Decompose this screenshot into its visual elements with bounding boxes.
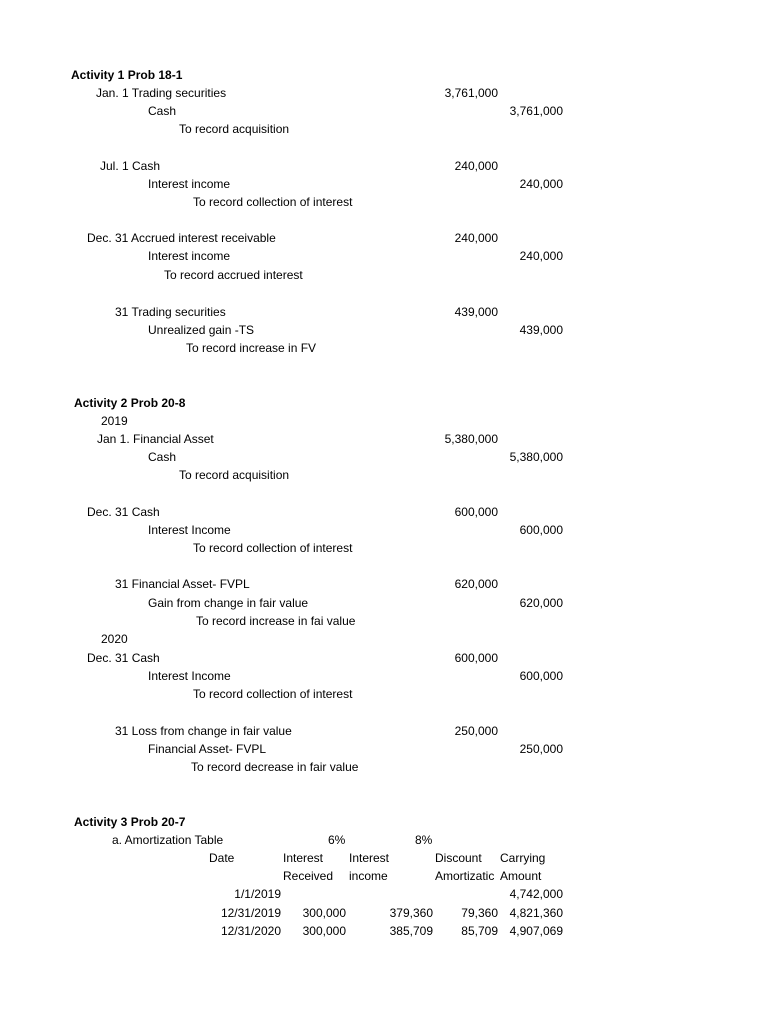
year-label: 2019	[101, 414, 128, 428]
entry-debit-amount: 3,761,000	[444, 86, 498, 100]
entry-credit-account: Interest income	[148, 177, 231, 191]
entry-memo: To record collection of interest	[193, 541, 353, 555]
entry-credit-account: Unrealized gain -TS	[148, 323, 255, 337]
entry-credit-account: Financial Asset- FVPL	[148, 742, 267, 756]
entry-debit-account: Jan. 1 Trading securities	[96, 86, 227, 100]
entry-debit-account: Dec. 31 Cash	[87, 505, 160, 519]
entry-credit-amount: 240,000	[519, 249, 563, 263]
entry-debit-account: Dec. 31 Cash	[87, 651, 160, 665]
entry-memo: To record acquisition	[179, 122, 290, 136]
row-date: 1/1/2019	[234, 887, 281, 901]
entry-debit-amount: 5,380,000	[444, 432, 498, 446]
entry-memo: To record decrease in fair value	[191, 760, 359, 774]
entry-debit-account: Jan 1. Financial Asset	[97, 432, 214, 446]
entry-debit-amount: 600,000	[454, 651, 498, 665]
entry-credit-account: Cash	[148, 104, 177, 118]
entry-credit-account: Interest Income	[148, 523, 231, 537]
row-date: 12/31/2019	[220, 906, 281, 920]
column-header-date: Date	[209, 851, 235, 865]
row-carrying-amount: 4,742,000	[509, 887, 563, 901]
entry-debit-account: 31 Trading securities	[115, 305, 226, 319]
entry-debit-account: Jul. 1 Cash	[100, 159, 161, 173]
entry-credit-amount: 620,000	[519, 596, 563, 610]
activity3-heading: Activity 3 Prob 20-7	[74, 815, 186, 829]
entry-debit-account: 31 Loss from change in fair value	[115, 724, 292, 738]
year-label: 2020	[101, 632, 128, 646]
column-header-interest-received-line2: Received	[283, 869, 334, 883]
entry-debit-account: 31 Financial Asset- FVPL	[115, 577, 250, 591]
column-header-interest-received: Interest	[283, 851, 324, 865]
entry-debit-amount: 600,000	[454, 505, 498, 519]
entry-credit-account: Gain from change in fair value	[148, 596, 309, 610]
row-carrying-amount: 4,821,360	[509, 906, 563, 920]
entry-debit-amount: 250,000	[454, 724, 498, 738]
entry-memo: To record increase in fai value	[196, 614, 356, 628]
entry-memo: To record accrued interest	[164, 268, 303, 282]
column-header-discount: Discount	[435, 851, 482, 865]
entry-credit-account: Interest income	[148, 249, 231, 263]
row-carrying-amount: 4,907,069	[509, 924, 563, 938]
entry-credit-amount: 600,000	[519, 523, 563, 537]
column-header-carrying: Carrying	[500, 851, 546, 865]
amortization-table-title: a. Amortization Table	[112, 833, 224, 847]
entry-credit-amount: 5,380,000	[509, 450, 563, 464]
column-header-carrying-line2: Amount	[500, 869, 542, 883]
entry-credit-amount: 600,000	[519, 669, 563, 683]
entry-debit-account: Dec. 31 Accrued interest receivable	[87, 231, 276, 245]
activity1-heading: Activity 1 Prob 18-1	[71, 68, 183, 82]
row-interest-income: 379,360	[389, 906, 433, 920]
entry-credit-account: Interest Income	[148, 669, 231, 683]
entry-debit-amount: 240,000	[454, 231, 498, 245]
entry-debit-amount: 439,000	[454, 305, 498, 319]
entry-credit-amount: 439,000	[519, 323, 563, 337]
entry-credit-account: Cash	[148, 450, 177, 464]
row-discount-amortization: 85,709	[461, 924, 498, 938]
row-interest-income: 385,709	[389, 924, 433, 938]
column-header-discount-line2: Amortizatic	[435, 869, 495, 883]
activity2-heading: Activity 2 Prob 20-8	[74, 396, 186, 410]
entry-memo: To record acquisition	[179, 468, 290, 482]
entry-memo: To record collection of interest	[193, 195, 353, 209]
column-header-interest-income: Interest	[349, 851, 390, 865]
effective-rate: 8%	[415, 833, 433, 847]
row-interest-received: 300,000	[302, 906, 346, 920]
row-date: 12/31/2020	[220, 924, 281, 938]
row-discount-amortization: 79,360	[461, 906, 498, 920]
entry-debit-amount: 620,000	[454, 577, 498, 591]
row-interest-received: 300,000	[302, 924, 346, 938]
entry-memo: To record collection of interest	[193, 687, 353, 701]
entry-credit-amount: 240,000	[519, 177, 563, 191]
entry-debit-amount: 240,000	[454, 159, 498, 173]
entry-memo: To record increase in FV	[186, 341, 317, 355]
column-header-interest-income-line2: income	[349, 869, 388, 883]
entry-credit-amount: 3,761,000	[509, 104, 563, 118]
entry-credit-amount: 250,000	[519, 742, 563, 756]
nominal-rate: 6%	[328, 833, 346, 847]
